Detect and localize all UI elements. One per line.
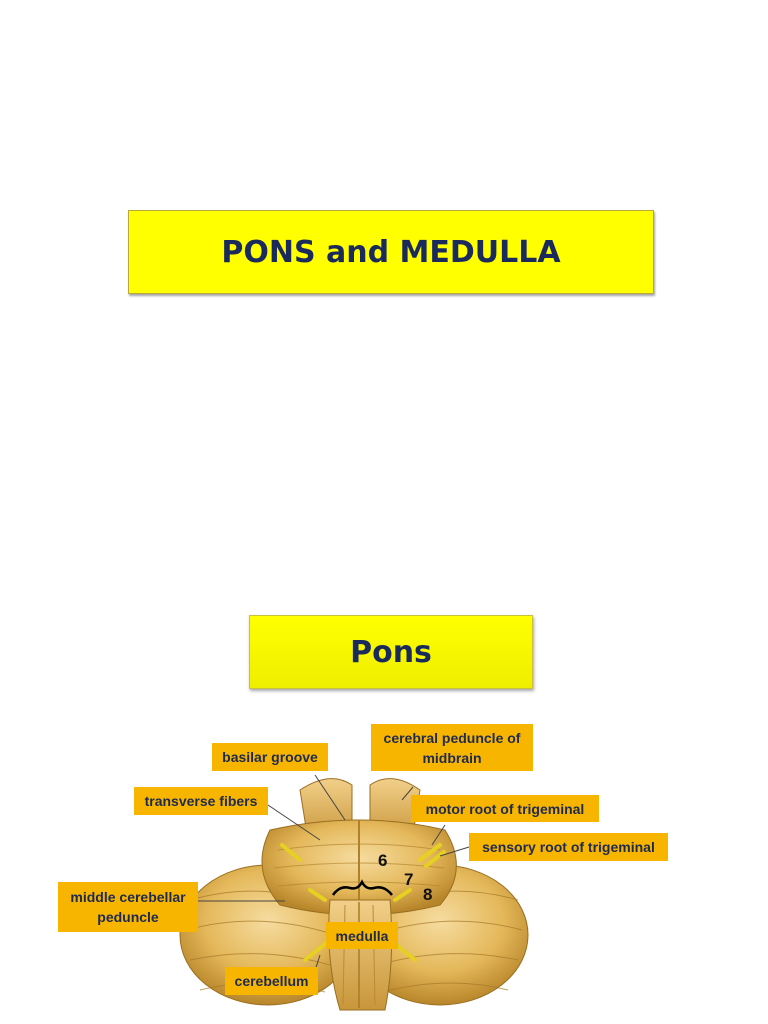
label-cerebellum: cerebellum <box>225 967 318 995</box>
number-7: 7 <box>404 870 414 889</box>
label-transverse-fibers: transverse fibers <box>134 787 268 815</box>
label-motor-root: motor root of trigeminal <box>411 795 599 822</box>
section-title: Pons <box>350 634 432 670</box>
label-medulla: medulla <box>326 922 398 949</box>
number-6: 6 <box>378 851 388 870</box>
label-cerebral-peduncle: cerebral peduncle of midbrain <box>371 724 533 771</box>
page-title: PONS and MEDULLA <box>221 234 561 270</box>
label-basilar-groove: basilar groove <box>212 743 328 771</box>
label-sensory-root: sensory root of trigeminal <box>469 833 668 861</box>
label-middle-cerebellar-peduncle: middle cerebellar peduncle <box>58 882 198 932</box>
number-8: 8 <box>423 885 433 904</box>
medulla-shape <box>329 900 392 1010</box>
